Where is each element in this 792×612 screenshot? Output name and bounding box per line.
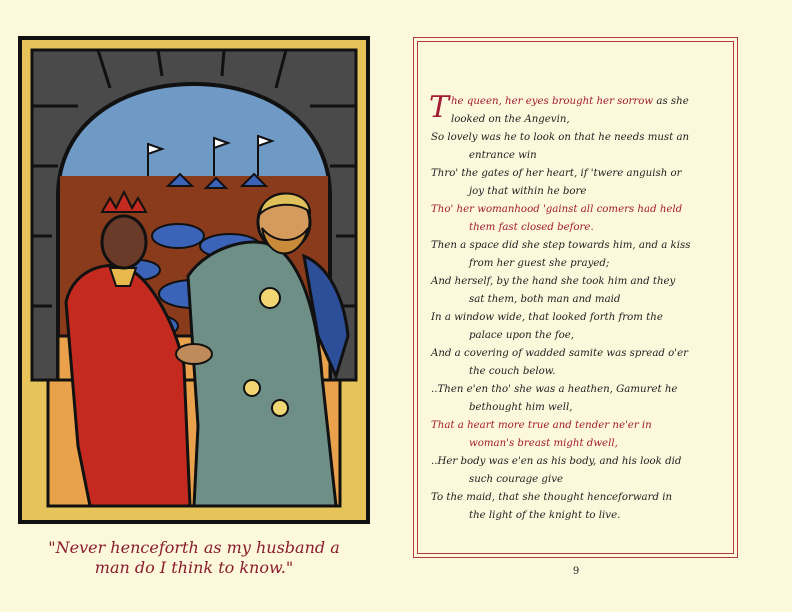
verse-line-8 bbox=[431, 345, 726, 381]
verse-line-10 bbox=[431, 417, 726, 453]
page-number: 9 bbox=[572, 566, 580, 577]
caption-line-2: man do I think to know." bbox=[94, 558, 294, 577]
verse-line-3-b: joy that within he bore bbox=[469, 186, 587, 197]
verse-line-10-a: That a heart more true and tender ne'er in bbox=[431, 420, 652, 431]
verse-line-7-b: palace upon the foe, bbox=[469, 330, 575, 341]
verse-line-4-a: Tho' her womanhood 'gainst all comers had held bbox=[431, 204, 683, 215]
verse-line-4-b: them fast closed before. bbox=[469, 222, 594, 233]
verse-line-11-b: such courage give bbox=[469, 474, 563, 485]
verse-line-3-a: Thro' the gates of her heart, if 'twere anguish or bbox=[431, 168, 682, 179]
verse-line-8-a: And a covering of wadded samite was spread o'er bbox=[431, 348, 688, 359]
caption-line-1: "Never henceforth as my husband a bbox=[48, 538, 340, 557]
verse-line-12 bbox=[431, 489, 726, 525]
drop-cap: T bbox=[429, 90, 450, 125]
verse-line-3 bbox=[431, 165, 726, 201]
verse-line-2-a: So lovely was he to look on that he needs must an bbox=[431, 132, 690, 143]
verse-line-6-a: And herself, by the hand she took him and they bbox=[431, 276, 676, 287]
verse-line-7 bbox=[431, 309, 726, 345]
verse-line-10-b: woman's breast might dwell, bbox=[469, 438, 618, 449]
verse-line-9 bbox=[431, 381, 726, 417]
verse-line-5-b: from her guest she prayed; bbox=[469, 258, 610, 269]
verse-line-6 bbox=[431, 273, 726, 309]
verse-line-2-b: entrance win bbox=[469, 150, 537, 161]
verse-line-12-b: the light of the knight to live. bbox=[469, 510, 621, 521]
verse-line-4 bbox=[431, 201, 726, 237]
illustration-caption bbox=[18, 538, 370, 578]
illustration-artwork bbox=[18, 36, 370, 524]
verse-line-9-b: bethought him well, bbox=[469, 402, 573, 413]
verse-line-1-tail: as she bbox=[653, 96, 689, 107]
illustration bbox=[18, 36, 370, 524]
verse-line-5 bbox=[431, 237, 726, 273]
verse-line-8-b: the couch below. bbox=[469, 366, 556, 377]
verse-line-1-head bbox=[431, 93, 726, 111]
verse-line-2 bbox=[431, 129, 726, 165]
verse-line-11 bbox=[431, 453, 726, 489]
verse-line-5-a: Then a space did she step towards him, and a kiss bbox=[431, 240, 691, 251]
verse-line-7-a: In a window wide, that looked forth from the bbox=[431, 312, 663, 323]
verse-line-6-b: sat them, both man and maid bbox=[469, 294, 621, 305]
verse-line-1 bbox=[429, 90, 726, 129]
verse-lines bbox=[429, 90, 726, 525]
verse-line-1-rubric: he queen, her eyes brought her sorrow bbox=[451, 96, 654, 107]
verse-line-12-a: To the maid, that she thought henceforward in bbox=[431, 492, 673, 503]
verse-line-1-cont: looked on the Angevin, bbox=[451, 114, 570, 125]
verse-line-9-a: ..Then e'en tho' she was a heathen, Gamuret he bbox=[431, 384, 678, 395]
verse-line-11-a: ..Her body was e'en as his body, and his look did bbox=[431, 456, 682, 467]
